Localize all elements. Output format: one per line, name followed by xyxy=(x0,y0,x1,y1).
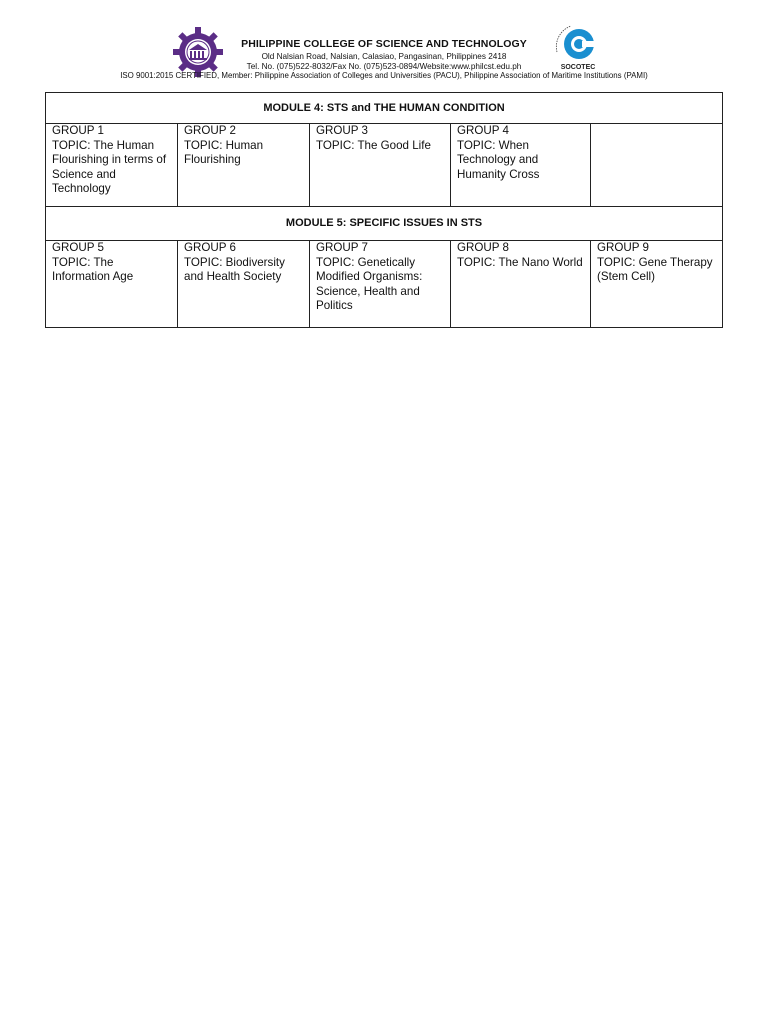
topic-text: TOPIC: The Information Age xyxy=(52,255,134,283)
group-label: GROUP 7 xyxy=(316,241,368,254)
topic-text: TOPIC: Biodiversity and Health Society xyxy=(184,255,285,283)
topic-text: TOPIC: The Good Life xyxy=(316,138,431,152)
topic-text: TOPIC: Gene Therapy (Stem Cell) xyxy=(597,255,713,283)
socotec-caption: SOCOTEC xyxy=(560,64,596,71)
institution-contact: Tel. No. (075)522-8032/Fax No. (075)523-0894/Website:www.philcst.edu.ph xyxy=(246,62,522,71)
table-cell xyxy=(451,241,591,328)
table-cell xyxy=(178,241,310,328)
group-label: GROUP 3 xyxy=(316,124,368,137)
module-4-groups-row xyxy=(46,124,723,207)
institution-name: PHILIPPINE COLLEGE OF SCIENCE AND TECHNOLOGY xyxy=(241,38,527,50)
module-4-title: MODULE 4: STS and THE HUMAN CONDITION xyxy=(46,93,723,124)
module-5-groups-row xyxy=(46,241,723,328)
table-cell xyxy=(46,241,178,328)
letterhead xyxy=(0,22,768,88)
certification-line: ISO 9001:2015 CERTIFIED, Member: Philippine Association of Colleges and Universities (PACU), Philippine Association of Maritime Institutions (PAMI) xyxy=(120,71,648,80)
group-label: GROUP 1 xyxy=(52,124,104,137)
table-cell xyxy=(310,241,451,328)
module-4-header-row xyxy=(46,93,723,124)
institution-address: Old Nalsian Road, Nalsian, Calasiao, Pangasinan, Philippines 2418 xyxy=(261,52,507,61)
topic-text: TOPIC: Genetically Modified Organisms: Science, Health and Politics xyxy=(316,255,423,312)
group-label: GROUP 6 xyxy=(184,241,236,254)
group-topic-table xyxy=(45,92,723,328)
topic-text: TOPIC: The Nano World xyxy=(457,255,583,269)
group-label: GROUP 4 xyxy=(457,124,509,137)
group-label: GROUP 9 xyxy=(597,241,649,254)
group-label: GROUP 8 xyxy=(457,241,509,254)
topic-text: TOPIC: Human Flourishing xyxy=(184,138,264,166)
module-5-title: MODULE 5: SPECIFIC ISSUES IN STS xyxy=(46,207,723,241)
table-cell xyxy=(310,124,451,207)
table-cell xyxy=(178,124,310,207)
table-cell-empty xyxy=(591,124,723,207)
group-label: GROUP 2 xyxy=(184,124,236,137)
table-cell xyxy=(591,241,723,328)
topic-text: TOPIC: The Human Flourishing in terms of Science and Technology xyxy=(52,138,167,195)
group-label: GROUP 5 xyxy=(52,241,104,254)
table-cell xyxy=(451,124,591,207)
topic-text: TOPIC: When Technology and Humanity Cross xyxy=(457,138,540,181)
module-5-header-row xyxy=(46,207,723,241)
table-cell xyxy=(46,124,178,207)
